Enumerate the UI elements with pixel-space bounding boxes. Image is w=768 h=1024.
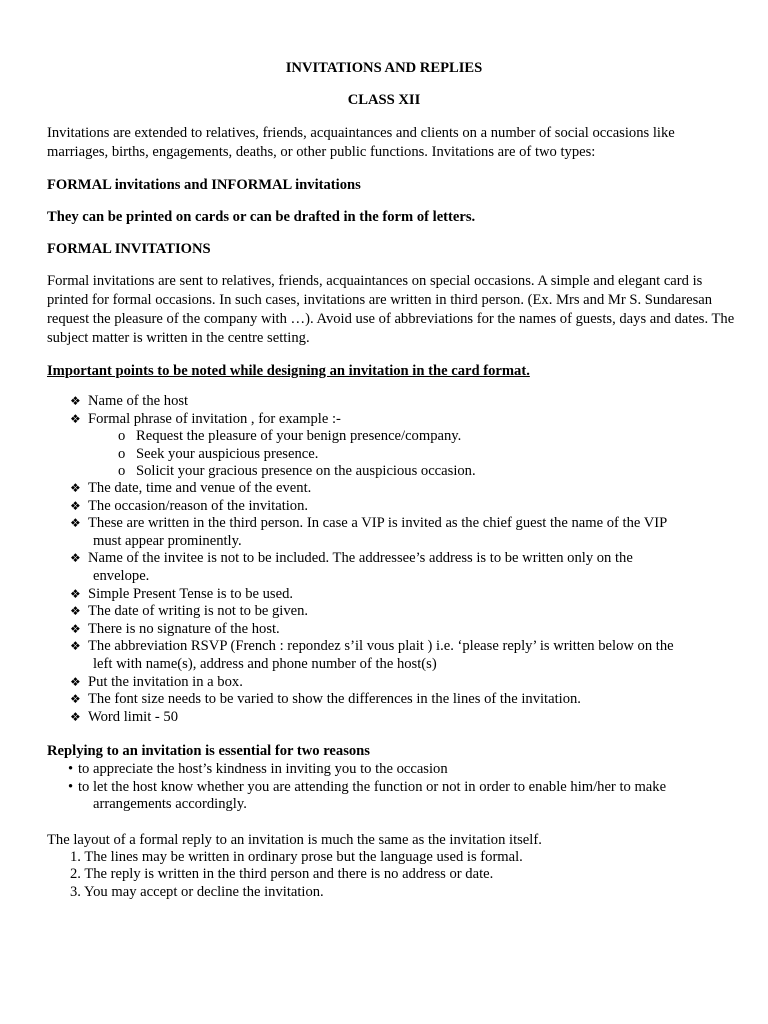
important-points-list xyxy=(70,393,730,428)
diamond-bullet-icon: ❖ xyxy=(70,621,81,636)
list-item: 2. The reply is written in the third person and there is no address or date. xyxy=(70,866,494,883)
page-title: INVITATIONS AND REPLIES xyxy=(285,60,483,76)
list-item: ❖ The font size needs to be varied to show the differences in the lines of the invitation. xyxy=(70,691,581,708)
diamond-bullet-icon: ❖ xyxy=(70,674,81,689)
important-points-heading: Important points to be noted while designing an invitation in the card format. xyxy=(47,363,530,379)
list-item: • to let the host know whether you are attending the function or not in order to enable him/her to make xyxy=(68,778,667,795)
list-item: ❖ The occasion/reason of the invitation. xyxy=(70,497,309,514)
list-item: ❖ Put the invitation in a box. xyxy=(70,673,243,690)
diamond-bullet-icon: ❖ xyxy=(70,481,81,495)
types-heading: FORMAL invitations and INFORMAL invitations xyxy=(47,177,361,193)
formal-invitations-paragraph: Formal invitations are sent to relatives, friends, acquaintances on special occasions. A simple and elegant card is printed for formal occasions. In such cases, invitations are written in third person. (Ex. Mrs and Mr S. Sundaresan request the pleasure of the company with …). Avoid use of abbreviations for the names of guests, days and dates. The subject matter is written in the centre setting. xyxy=(47,273,735,346)
page-subtitle: CLASS XII xyxy=(347,92,421,108)
formal-invitations-heading: FORMAL INVITATIONS xyxy=(47,241,211,257)
list-item: 1. The lines may be written in ordinary prose but the language used is formal. xyxy=(70,849,523,865)
reply-reasons-list xyxy=(68,761,728,814)
list-item: ❖ The date of writing is not to be given. xyxy=(70,603,309,620)
list-item-continuation: left with name(s), address and phone number of the host(s) xyxy=(93,655,437,672)
list-item: ❖ Simple Present Tense is to be used. xyxy=(70,585,294,602)
diamond-bullet-icon: ❖ xyxy=(70,498,81,513)
layout-points-list xyxy=(70,849,730,901)
list-item: 3. You may accept or decline the invitation. xyxy=(70,883,324,900)
intro-paragraph: Invitations are extended to relatives, friends, acquaintances and clients on a number of social occasions like marriages, births, engagements, deaths, or other public functions. Invitations are of two types: xyxy=(47,125,675,160)
printed-note: They can be printed on cards or can be drafted in the form of letters. xyxy=(47,209,476,225)
reply-heading: Replying to an invitation is essential for two reasons xyxy=(47,743,370,759)
diamond-bullet-icon: ❖ xyxy=(70,604,81,619)
list-item: ❖ Word limit - 50 xyxy=(70,708,179,725)
diamond-bullet-icon: ❖ xyxy=(70,394,81,408)
list-item: ❖ Name of the host xyxy=(70,393,189,409)
layout-paragraph: The layout of a formal reply to an invitation is much the same as the invitation itself. xyxy=(47,832,542,848)
diamond-bullet-icon: ❖ xyxy=(70,551,81,566)
dot-bullet-icon: • xyxy=(68,778,74,795)
phrase-examples-list xyxy=(70,428,730,481)
diamond-bullet-icon: ❖ xyxy=(70,692,81,707)
dot-bullet-icon: • xyxy=(68,761,74,777)
list-item: o Solicit your gracious presence on the auspicious occasion. xyxy=(118,463,476,480)
list-item: o Request the pleasure of your benign presence/company. xyxy=(118,428,462,444)
list-item-continuation: envelope. xyxy=(93,567,150,584)
diamond-bullet-icon: ❖ xyxy=(70,516,81,531)
important-points-list-continued xyxy=(70,480,730,726)
diamond-bullet-icon: ❖ xyxy=(70,639,81,654)
list-item-continuation: arrangements accordingly. xyxy=(93,796,247,813)
list-item-continuation: must appear prominently. xyxy=(93,532,242,549)
diamond-bullet-icon: ❖ xyxy=(70,709,81,724)
list-item: o Seek your auspicious presence. xyxy=(118,445,319,462)
diamond-bullet-icon: ❖ xyxy=(70,411,81,426)
circle-bullet-icon: o xyxy=(118,463,126,480)
diamond-bullet-icon: ❖ xyxy=(70,586,81,601)
circle-bullet-icon: o xyxy=(118,428,126,444)
list-item: ❖ These are written in the third person. In case a VIP is invited as the chief guest the name of the VIP xyxy=(70,515,668,532)
list-item: ❖ Name of the invitee is not to be included. The addressee’s address is to be written only on the xyxy=(70,550,633,567)
list-item: ❖ The abbreviation RSVP (French : repondez s’il vous plait ) i.e. ‘please reply’ is written below on the xyxy=(70,638,674,655)
list-item: ❖ Formal phrase of invitation , for example :- xyxy=(70,410,341,427)
list-item: ❖ There is no signature of the host. xyxy=(70,620,280,637)
circle-bullet-icon: o xyxy=(118,445,126,462)
list-item: ❖ The date, time and venue of the event. xyxy=(70,480,312,496)
list-item: • to appreciate the host’s kindness in inviting you to the occasion xyxy=(68,761,448,777)
